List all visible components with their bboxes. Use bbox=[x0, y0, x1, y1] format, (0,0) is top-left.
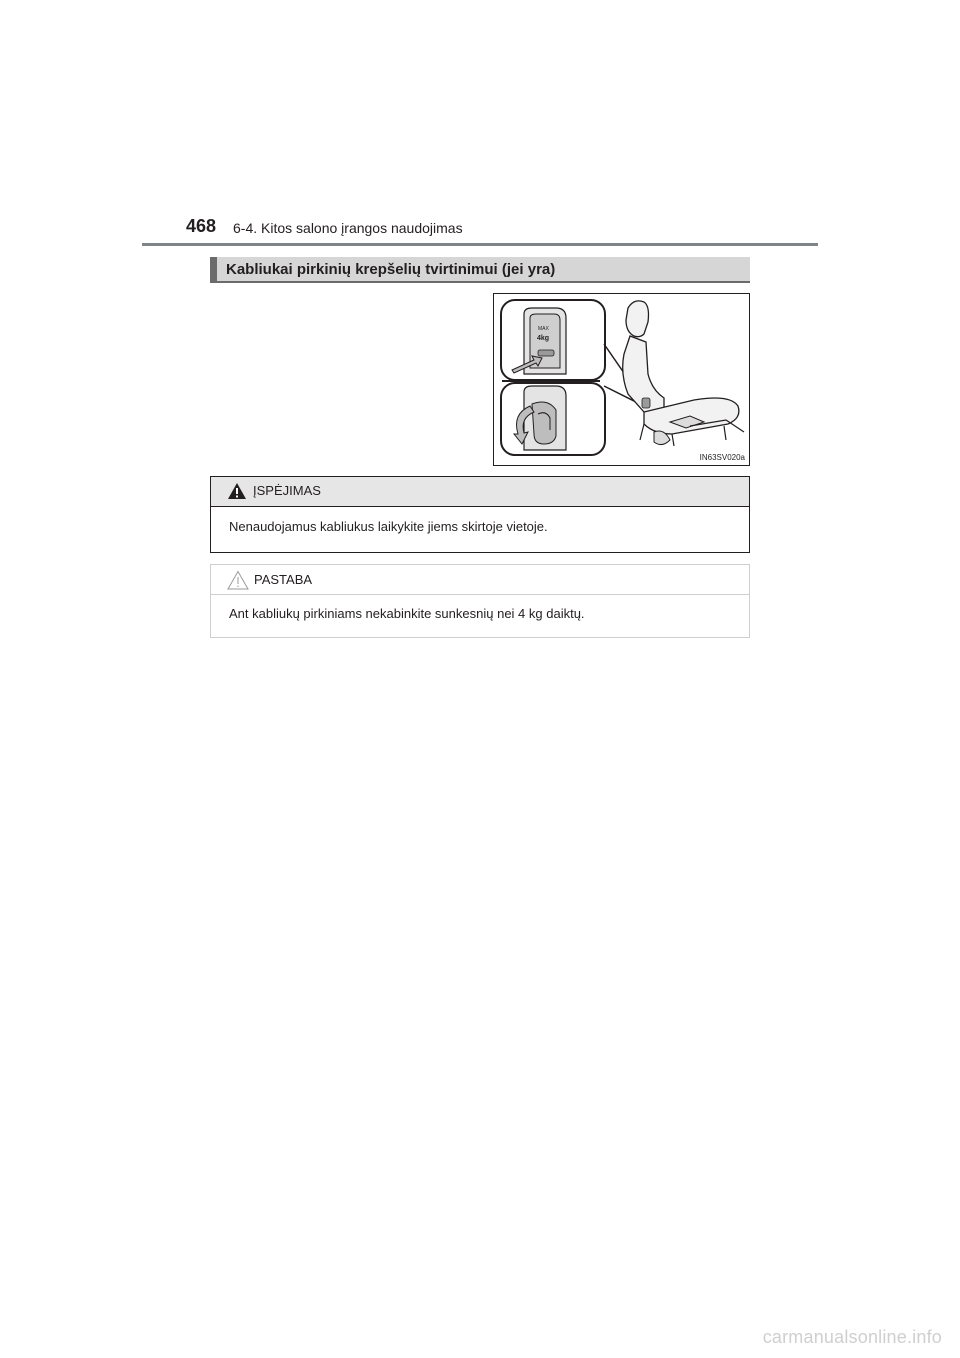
seat-hook-drawing bbox=[494, 294, 751, 467]
section-title: Kabliukai pirkinių krepšelių tvirtinimui (jei yra) bbox=[226, 261, 556, 278]
page-number: 468 bbox=[186, 216, 217, 236]
header-rule bbox=[142, 243, 818, 246]
warning-text: Nenaudojamus kabliukus laikykite jiems skirtoje vietoje. bbox=[229, 519, 548, 534]
notice-text: Ant kabliukų pirkiniams nekabinkite sunkesnių nei 4 kg daiktų. bbox=[229, 606, 585, 621]
figure-label-max: MAX bbox=[538, 326, 549, 332]
notice-header bbox=[211, 565, 749, 595]
warning-triangle-icon bbox=[227, 482, 247, 500]
figure-code: IN63SV020a bbox=[699, 453, 745, 462]
seat-hook-illustration bbox=[493, 293, 750, 466]
warning-label: ĮSPĖJIMAS bbox=[253, 483, 321, 498]
section-heading bbox=[210, 257, 750, 283]
warning-header bbox=[211, 477, 749, 507]
watermark: carmanualsonline.info bbox=[762, 1327, 942, 1347]
notice-box bbox=[210, 564, 750, 638]
section-heading-bar bbox=[210, 257, 217, 283]
page-header bbox=[142, 216, 818, 248]
warning-box bbox=[210, 476, 750, 553]
notice-label: PASTABA bbox=[254, 572, 313, 587]
notice-triangle-icon bbox=[227, 570, 249, 590]
chapter-title: 6-4. Kitos salono įrangos naudojimas bbox=[233, 220, 463, 236]
figure-label-weight: 4kg bbox=[537, 335, 550, 342]
